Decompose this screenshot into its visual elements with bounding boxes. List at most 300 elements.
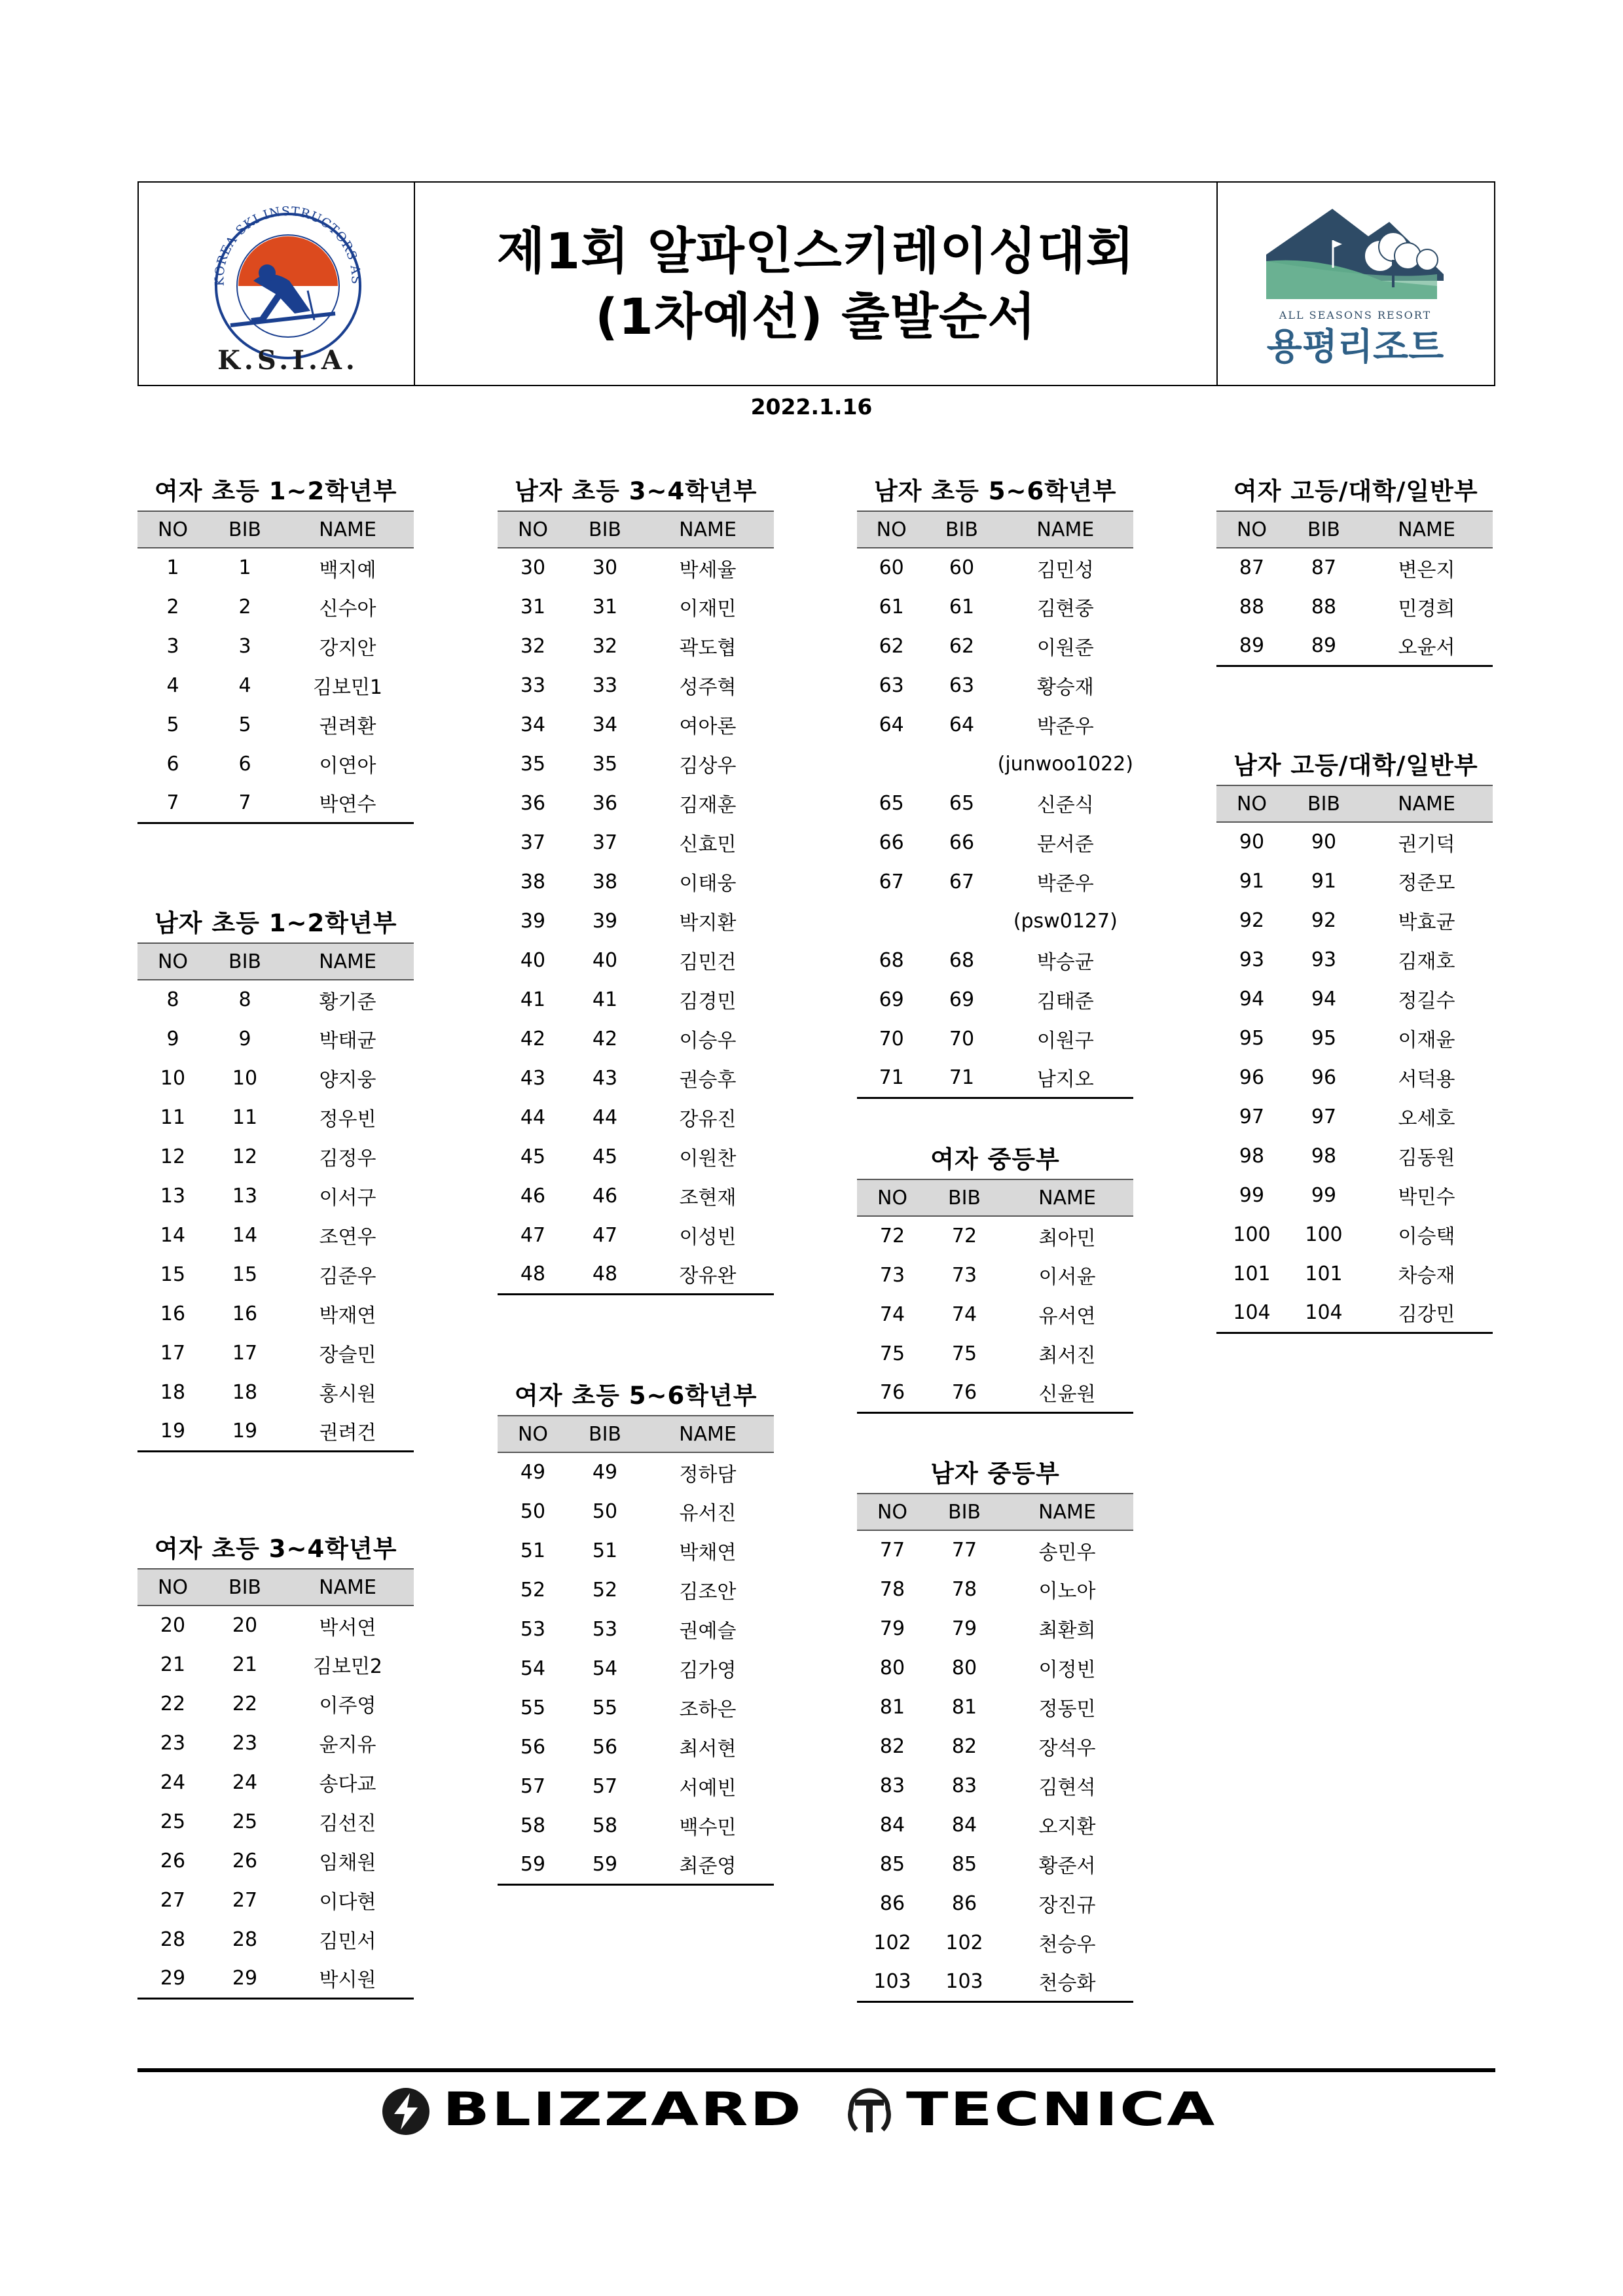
cell-bib: 66 [949,831,975,854]
cell-name: 박효균 [1398,911,1455,934]
group-block-3 [137,1530,414,2000]
table-row [857,862,1133,901]
table-row [857,744,1133,783]
cell-bib: 6 [238,752,251,776]
cell-bib: 95 [1311,1026,1337,1050]
cell-name: 강유진 [679,1108,737,1131]
col-header-no: NO [1216,785,1287,822]
table-row [498,587,774,626]
cell-no: 95 [1239,1026,1265,1050]
col-header-name: NAME [642,1416,774,1452]
cell-name: 김재훈 [679,794,737,817]
cell-name: 조하은 [679,1698,737,1721]
cell-bib: 70 [949,1027,975,1050]
cell-name: 박준우 [1036,872,1094,895]
cell-bib: 52 [592,1578,618,1602]
cell-name: 김보민2 [312,1655,383,1678]
cell-no: 81 [879,1695,905,1719]
cell-bib: 10 [232,1066,258,1090]
cell-name: 김조안 [679,1581,737,1604]
cell-name: 이성빈 [679,1226,737,1249]
table-row [857,1216,1133,1255]
col-header-bib: BIB [928,1179,1001,1216]
table-row [137,1605,414,1645]
table-row [137,666,414,705]
cell-no: 51 [520,1539,546,1562]
cell-no: 45 [520,1145,546,1168]
cell-no: 19 [137,1412,208,1451]
cell-no: 35 [520,752,546,776]
table-row [498,1845,774,1884]
cell-bib: 56 [592,1735,618,1759]
table-header-row [1216,511,1493,548]
cell-name: 김현중 [1036,598,1094,620]
cell-bib: 99 [1311,1183,1337,1207]
cell-bib: 86 [951,1892,977,1915]
col-header-bib: BIB [208,511,282,548]
table-row [137,744,414,783]
cell-bib [926,744,997,783]
table-row [137,1333,414,1372]
cell-bib: 85 [951,1852,977,1876]
cell-bib: 2 [238,595,251,619]
cell-no: 96 [1239,1066,1265,1089]
cell-bib: 60 [949,556,975,579]
table-row [137,1684,414,1723]
cell-bib: 32 [592,634,618,658]
table-header-row [498,1416,774,1452]
cell-no: 59 [498,1845,568,1884]
col-header-no: NO [857,1179,928,1216]
cell-bib: 12 [232,1145,258,1168]
start-order-table [137,1568,414,2000]
cell-name: 차승재 [1398,1265,1455,1287]
cell-bib: 45 [592,1145,618,1168]
cell-no: 64 [879,713,904,736]
cell-name: 변은지 [1398,558,1455,582]
cell-bib: 80 [951,1656,977,1679]
cell-name: 김가영 [679,1659,737,1682]
cell-no: 52 [520,1578,546,1602]
cell-no: 91 [1239,869,1265,893]
table-row [857,1687,1133,1727]
cell-no: 30 [520,556,546,579]
cell-name: 오지환 [1038,1816,1096,1839]
cell-no: 98 [1239,1144,1265,1168]
cell-bib: 31 [592,595,618,619]
table-row [1216,1175,1493,1215]
cell-bib: 74 [951,1302,977,1326]
cell-no: 46 [520,1184,546,1208]
table-row [857,1255,1133,1295]
cell-bib: 96 [1311,1066,1337,1089]
cell-bib: 90 [1311,831,1337,853]
col-header-no: NO [137,1569,208,1605]
cell-bib: 40 [592,948,618,972]
table-row [498,1492,774,1531]
table-row [137,1098,414,1137]
cell-no: 37 [520,831,546,854]
cell-bib: 16 [232,1302,258,1325]
cell-no: 11 [160,1105,186,1129]
group-block-10 [1216,747,1493,1334]
cell-name: 백지예 [319,558,376,582]
title-cell [415,183,1218,385]
table-row [498,1570,774,1609]
table-row [498,1452,774,1492]
cell-bib: 100 [1305,1223,1343,1246]
cell-no: 70 [879,1027,904,1050]
cell-no: 88 [1239,595,1265,619]
cell-name: 조현재 [679,1187,737,1210]
cell-bib: 76 [928,1373,1001,1412]
start-order-table [857,511,1133,1099]
cell-bib: 51 [592,1539,618,1562]
cell-bib: 33 [592,673,618,697]
group-block-4 [498,473,774,1295]
cell-name: 권예슬 [679,1620,737,1643]
cell-name: 김정우 [319,1147,376,1170]
table-row [498,1531,774,1570]
cell-bib: 82 [951,1734,977,1758]
table-row [498,901,774,941]
col-header-name: NAME [282,1569,414,1605]
cell-bib: 84 [951,1813,977,1837]
cell-bib: 14 [232,1223,258,1247]
table-row [137,1412,414,1451]
cell-bib: 101 [1305,1262,1343,1285]
cell-no: 61 [879,595,904,619]
cell-name: 서예빈 [679,1777,737,1800]
cell-bib: 78 [951,1577,977,1601]
cell-no: 27 [160,1888,186,1912]
cell-name: 이정빈 [1038,1659,1096,1681]
cell-no [857,901,926,941]
table-row [857,1962,1133,2001]
cell-name: 박연수 [282,783,414,823]
group-block-8 [857,1455,1133,2003]
cell-name: 이승우 [679,1030,737,1052]
table-row [137,626,414,666]
table-row [857,1923,1133,1962]
start-order-table [498,1415,774,1886]
table-row [857,548,1133,587]
cell-name: (psw0127) [1013,909,1118,933]
cell-name: 이태웅 [679,872,737,895]
cell-no: 6 [166,752,179,776]
cell-name: 송다교 [319,1773,376,1796]
cell-bib: 4 [238,673,251,697]
cell-bib: 47 [592,1223,618,1247]
table-row [857,1648,1133,1687]
cell-bib: 17 [232,1341,258,1365]
table-row [857,783,1133,823]
cell-no: 28 [160,1928,186,1951]
cell-name: 성주혁 [679,676,737,699]
cell-name: 이원준 [1036,637,1094,660]
table-row [498,626,774,666]
cell-name: 이연아 [319,755,376,778]
blizzard-logo-icon [380,2085,432,2138]
header-box [137,181,1495,386]
cell-name: 김민서 [319,1930,376,1953]
col-header-no: NO [857,1494,928,1530]
cell-name: 황승재 [1036,676,1094,699]
cell-no: 1 [166,556,179,579]
cell-no: 83 [879,1774,905,1797]
cell-no: 39 [520,909,546,933]
table-row [857,980,1133,1019]
table-row [498,1176,774,1215]
table-row [137,1176,414,1215]
col-header-name: NAME [1360,785,1493,822]
cell-name: 김현석 [1038,1776,1096,1799]
cell-no: 14 [160,1223,186,1247]
cell-name: 황기준 [319,990,376,1014]
group-title: 여자 초등 5~6학년부 [515,1382,757,1410]
cell-no: 15 [160,1263,186,1286]
cell-no: 103 [857,1962,928,2001]
cell-bib: 50 [592,1499,618,1523]
cell-bib: 43 [592,1066,618,1090]
start-order-table [857,1179,1133,1414]
col-header-bib: BIB [1287,785,1360,822]
cell-name: 여아론 [679,715,737,738]
cell-bib: 61 [949,595,975,619]
cell-no: 77 [879,1539,905,1562]
tecnica-wordmark: TECNICA [906,2083,1217,2136]
table-row [1216,548,1493,587]
cell-bib: 57 [592,1774,618,1798]
cell-name: 임채원 [319,1852,376,1874]
start-order-table [137,942,414,1452]
cell-bib: 21 [232,1653,258,1676]
cell-bib: 5 [238,713,251,736]
cell-bib: 91 [1311,869,1337,893]
cell-bib: 11 [232,1105,258,1129]
cell-bib: 30 [592,556,618,579]
table-row [498,1255,774,1294]
cell-no: 67 [879,870,904,893]
cell-bib: 19 [208,1412,282,1451]
col-header-name: NAME [1001,1494,1133,1530]
table-row [498,1215,774,1255]
cell-no: 73 [879,1263,905,1287]
table-row [137,783,414,823]
cell-bib: 64 [949,713,975,736]
start-order-table [1216,511,1493,667]
cell-no: 32 [520,634,546,658]
cell-no: 89 [1216,626,1287,666]
cell-no: 38 [520,870,546,893]
cell-no: 72 [879,1225,905,1247]
group-title: 여자 초등 3~4학년부 [155,1535,397,1563]
cell-name: 강지안 [319,637,376,660]
cell-bib: 55 [592,1696,618,1719]
title-line-2: (1차예선) 출발순서 [595,287,1036,346]
table-row [1216,587,1493,626]
start-order-table [137,511,414,824]
cell-no: 49 [520,1461,546,1484]
col-header-no: NO [498,511,568,548]
col-header-bib: BIB [208,943,282,980]
cell-no: 18 [160,1380,186,1404]
cell-bib: 48 [568,1255,642,1294]
group-title: 남자 초등 1~2학년부 [155,909,397,937]
cell-no: 62 [879,634,904,658]
col-header-name: NAME [1001,1179,1133,1216]
cell-no: 87 [1239,556,1265,579]
table-header-row [1216,785,1493,822]
cell-no: 58 [520,1814,546,1837]
cell-name: (junwoo1022) [997,752,1133,776]
table-header-row [137,943,414,980]
cell-name: 박서연 [319,1616,376,1640]
cell-name: 최아민 [1038,1227,1096,1250]
col-header-no: NO [137,943,208,980]
cell-name: 최서진 [1038,1344,1096,1367]
group-block-7 [857,1141,1133,1414]
cell-name: 유서연 [1038,1305,1096,1328]
cell-no: 23 [160,1731,186,1755]
cell-bib [926,901,997,941]
cell-bib: 20 [232,1614,258,1637]
cell-bib: 36 [592,791,618,815]
group-block-2 [137,905,414,1452]
table-row [857,705,1133,744]
cell-no: 57 [520,1774,546,1798]
cell-no: 85 [879,1852,905,1876]
table-row [857,587,1133,626]
cell-no: 78 [879,1577,905,1601]
group-block-5 [498,1377,774,1886]
cell-name: 김민성 [1036,558,1094,582]
cell-name: 박승균 [1036,951,1094,974]
cell-bib: 75 [951,1342,977,1365]
cell-no: 76 [857,1373,928,1412]
cell-no: 82 [879,1734,905,1758]
table-row [1216,901,1493,940]
cell-name: 오윤서 [1360,626,1493,666]
cell-name: 권려건 [282,1412,414,1451]
table-row [857,1766,1133,1805]
cell-name: 이원구 [1036,1030,1094,1052]
cell-bib: 27 [232,1888,258,1912]
cell-name: 신윤원 [1001,1373,1133,1412]
cell-no: 100 [1233,1223,1271,1246]
start-order-table [1216,785,1493,1334]
cell-name: 유서진 [679,1502,737,1525]
table-row [857,1334,1133,1373]
tecnica-logo-icon [843,2085,896,2138]
cell-no: 68 [879,948,904,972]
cell-name: 정동민 [1038,1698,1096,1721]
cell-bib: 94 [1311,987,1337,1011]
table-header-row [857,511,1133,548]
cell-name: 최환희 [1038,1619,1096,1642]
group-title: 남자 초등 3~4학년부 [515,477,757,505]
col-header-bib: BIB [568,511,642,548]
cell-no: 102 [873,1931,911,1954]
table-row [498,980,774,1019]
cell-bib: 22 [232,1692,258,1715]
cell-no: 79 [879,1617,905,1640]
cell-no: 53 [520,1617,546,1641]
table-row [137,1841,414,1880]
table-row [498,1767,774,1806]
cell-name: 최서현 [679,1738,737,1761]
cell-name: 양지웅 [319,1069,376,1092]
start-order-table [857,1493,1133,2003]
table-row [137,1255,414,1294]
table-row [137,1058,414,1098]
cell-bib: 87 [1311,556,1337,579]
cell-bib: 44 [592,1105,618,1129]
col-header-bib: BIB [928,1494,1001,1530]
cell-bib: 63 [949,673,975,697]
cell-no: 94 [1239,987,1265,1011]
cell-name: 김경민 [679,990,737,1013]
start-order-table [498,511,774,1295]
group-title: 여자 중등부 [930,1145,1060,1174]
cell-no: 24 [160,1770,186,1794]
cell-name: 신효민 [679,833,737,856]
cell-bib: 29 [208,1959,282,1998]
cell-bib: 73 [951,1263,977,1287]
group-title: 여자 고등/대학/일반부 [1233,477,1478,505]
cell-name: 김보민1 [312,676,383,699]
cell-no: 75 [879,1342,905,1365]
cell-name: 윤지유 [319,1734,376,1757]
cell-name: 민경희 [1398,598,1455,620]
cell-bib: 104 [1287,1293,1360,1333]
cell-name: 정우빈 [319,1108,376,1131]
cell-name: 박세율 [679,558,737,582]
cell-no: 60 [879,556,904,579]
cell-bib: 72 [951,1225,977,1247]
cell-bib: 49 [592,1461,618,1484]
cell-name: 박준우 [1036,715,1094,738]
cell-bib: 77 [951,1539,977,1562]
cell-bib: 39 [592,909,618,933]
cell-no: 54 [520,1657,546,1680]
group-block-6 [857,473,1133,1099]
table-row [857,1884,1133,1923]
table-row [1216,626,1493,666]
table-row [137,1372,414,1412]
cell-bib: 24 [232,1770,258,1794]
cell-no: 92 [1239,908,1265,932]
cell-bib: 41 [592,988,618,1011]
table-row [857,1727,1133,1766]
cell-no: 25 [160,1810,186,1833]
cell-no: 48 [498,1255,568,1294]
group-title: 남자 중등부 [930,1460,1060,1488]
cell-no: 40 [520,948,546,972]
cell-name: 이서구 [319,1187,376,1210]
table-row [857,1019,1133,1058]
blizzard-wordmark: BLIZZARD [443,2083,803,2136]
table-row [1216,979,1493,1018]
table-row [1216,861,1493,901]
cell-name: 박지환 [679,912,737,935]
cell-no: 7 [137,783,208,823]
col-header-name: NAME [642,511,774,548]
group-block-1 [137,473,414,824]
table-row [857,941,1133,980]
col-header-bib: BIB [1287,511,1360,548]
table-row [498,1058,774,1098]
